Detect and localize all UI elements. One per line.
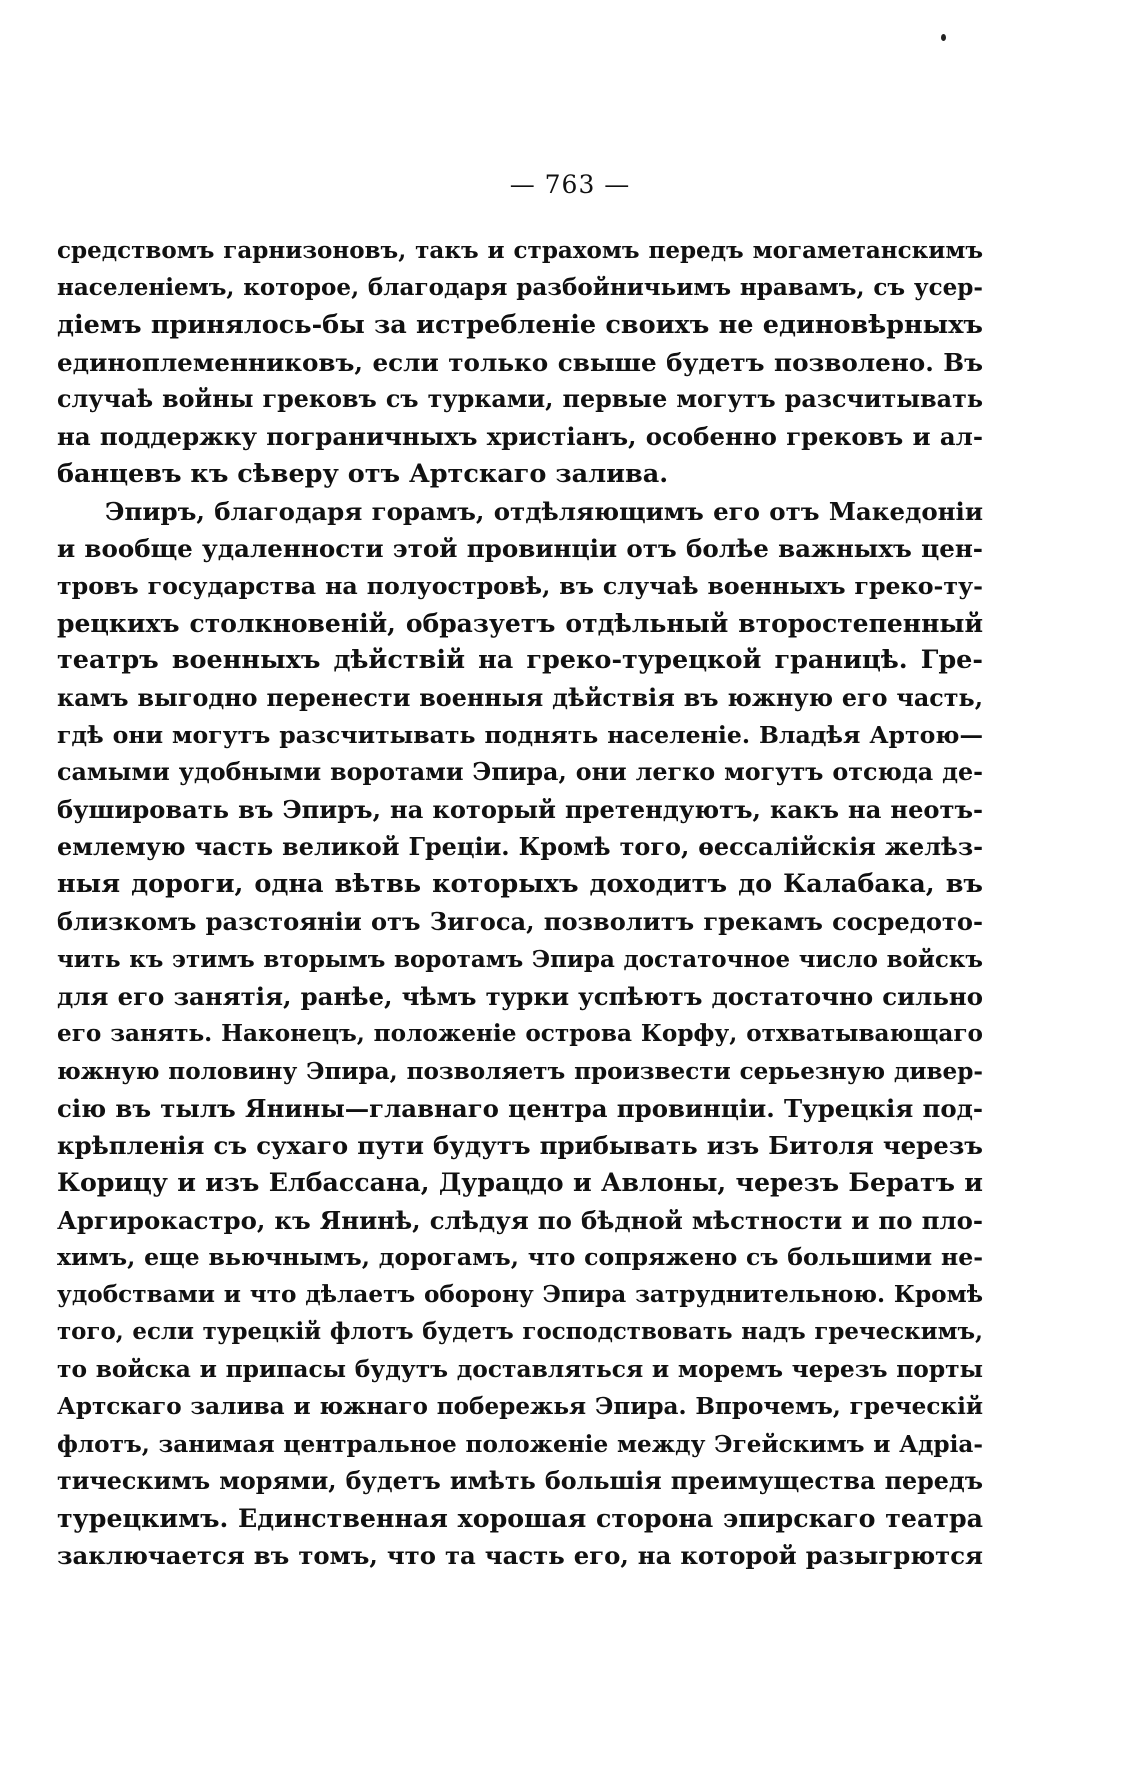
text-line: крѣпленія съ сухаго пути будутъ прибывать изъ Битоля черезъ xyxy=(57,1131,983,1161)
text-line: ныя дороги, одна вѣтвь которыхъ доходитъ до Калабака, въ xyxy=(57,869,983,900)
text-line: Эпиръ, благодаря горамъ, отдѣляющимъ его отъ Македоніи xyxy=(105,497,983,527)
text-line: Аргирокастро, къ Янинѣ, слѣдуя по бѣдной мѣстности и по пло- xyxy=(57,1205,983,1235)
text-line: сію въ тылъ Янины—главнаго центра провинціи. Турецкія под- xyxy=(57,1093,983,1123)
text-line: флотъ, занимая центральное положеніе между Эгейскимъ и Адріа- xyxy=(57,1430,983,1458)
text-line: банцевъ къ сѣверу отъ Артскаго залива. xyxy=(57,458,669,489)
text-line: удобствами и что дѣлаетъ оборону Эпира затруднительною. Кромѣ xyxy=(57,1281,983,1309)
text-line: химъ, еще вьючнымъ, дорогамъ, что сопряжено съ большими не- xyxy=(57,1243,983,1272)
text-line: того, если турецкій флотъ будетъ господствовать надъ греческимъ, xyxy=(57,1318,983,1345)
text-line: единоплеменниковъ, если только свыше будетъ позволено. Въ xyxy=(57,347,983,377)
text-line: для его занятія, ранѣе, чѣмъ турки успѣютъ достаточно сильно xyxy=(57,981,983,1011)
body-text xyxy=(57,232,983,1575)
text-line: близкомъ разстояніи отъ Зигоса, позволитъ грекамъ сосредото- xyxy=(57,907,983,937)
text-line: бушировать въ Эпиръ, на который претендуютъ, какъ на неотъ- xyxy=(57,795,983,825)
text-line: на поддержку пограничныхъ христіанъ, особенно грековъ и ал- xyxy=(57,422,983,452)
page-number: — 763 — xyxy=(509,170,631,199)
text-line: гдѣ они могутъ разсчитывать поднять населеніе. Владѣя Артою— xyxy=(57,720,983,749)
ink-speck xyxy=(941,34,946,41)
text-line: южную половину Эпира, позволяетъ произвести серьезную дивер- xyxy=(57,1057,983,1085)
text-line: населеніемъ, которое, благодаря разбойничьимъ нравамъ, съ усер- xyxy=(57,274,983,302)
text-line: тровъ государства на полуостровѣ, въ случаѣ военныхъ греко-ту- xyxy=(57,571,983,600)
text-line: камъ выгодно перенести военныя дѣйствія въ южную его часть, xyxy=(57,683,983,712)
text-line: его занять. Наконецъ, положеніе острова Корфу, отхватывающаго xyxy=(57,1020,983,1048)
text-line: турецкимъ. Единственная хорошая сторона эпирскаго театра xyxy=(57,1503,983,1534)
text-line: средствомъ гарнизоновъ, такъ и страхомъ передъ могаметанскимъ xyxy=(57,237,983,264)
text-line: емлемую часть великой Греціи. Кромѣ того, ѳессалійскія желѣз- xyxy=(57,832,983,861)
text-line: Артскаго залива и южнаго побережья Эпира. Впрочемъ, греческій xyxy=(57,1393,983,1421)
text-line: заключается въ томъ, что та часть его, на которой разыгрются xyxy=(57,1541,983,1571)
text-line: тическимъ морями, будетъ имѣть большія преимущества передъ xyxy=(57,1466,983,1495)
text-line: и вообще удаленности этой провинціи отъ болѣе важныхъ цен- xyxy=(57,534,983,564)
text-line: театръ военныхъ дѣйствій на греко-турецкой границѣ. Гре- xyxy=(57,645,983,676)
text-line: діемъ принялось-бы за истребленіе своихъ не единовѣрныхъ xyxy=(57,309,983,340)
text-line: чить къ этимъ вторымъ воротамъ Эпира достаточное число войскъ xyxy=(57,945,983,973)
text-line: то войска и припасы будутъ доставляться и моремъ черезъ порты xyxy=(57,1354,983,1383)
text-line: Корицу и изъ Елбассана, Дурацдо и Авлоны, черезъ Бератъ и xyxy=(57,1167,983,1198)
text-line: самыми удобными воротами Эпира, они легко могутъ отсюда де- xyxy=(57,758,983,787)
text-line: рецкихъ столкновеній, образуетъ отдѣльный второстепенный xyxy=(57,608,983,638)
text-line: случаѣ войны грековъ съ турками, первые могутъ разсчитывать xyxy=(57,385,983,414)
